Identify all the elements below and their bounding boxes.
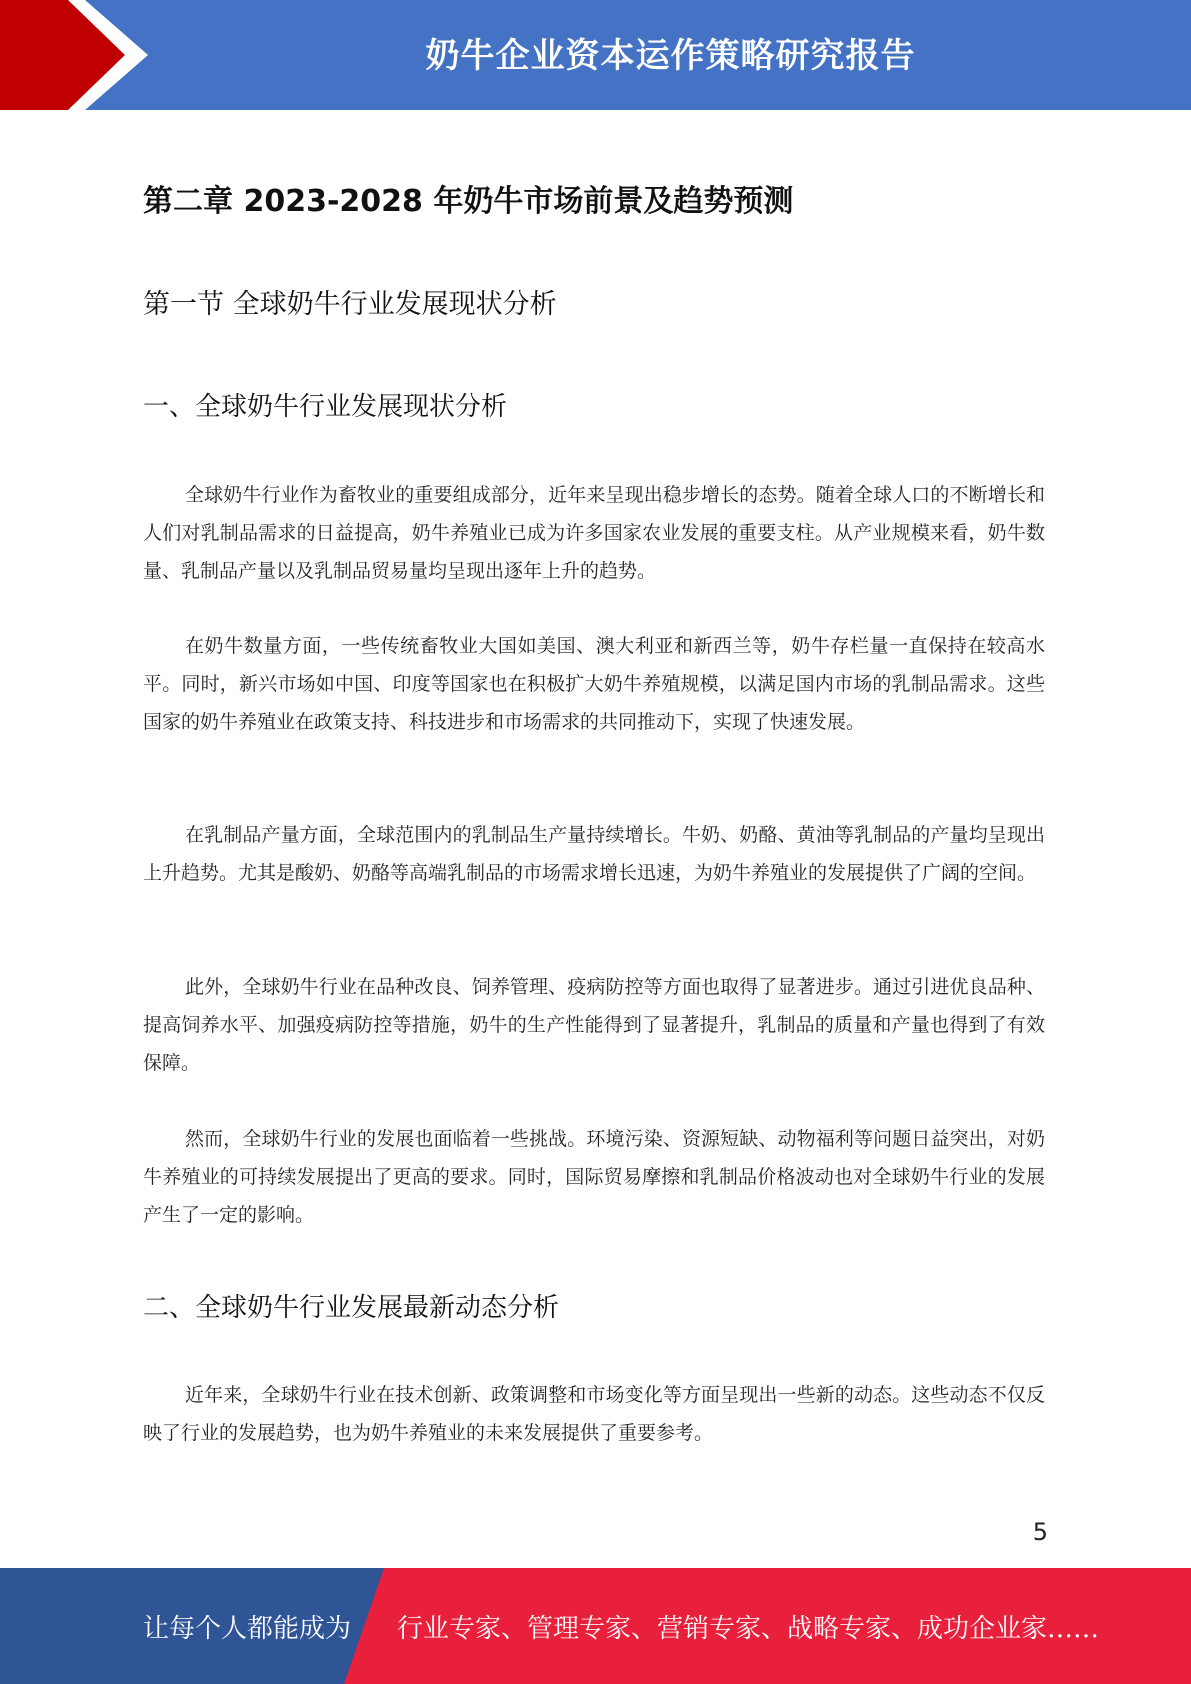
paragraph: 在奶牛数量方面，一些传统畜牧业大国如美国、澳大利亚和新西兰等，奶牛存栏量一直保持在较高水平。同时，新兴市场如中国、印度等国家也在积极扩大奶牛养殖规模，以满足国内市场的乳制品需求。这些国家的奶牛养殖业在政策支持、科技进步和市场需求的共同推动下，实现了快速发展。 — [143, 635, 1045, 733]
paragraph: 此外，全球奶牛行业在品种改良、饲养管理、疫病防控等方面也取得了显著进步。通过引进优良品种、提高饲养水平、加强疫病防控等措施，奶牛的生产性能得到了显著提升，乳制品的质量和产量也得到了有效保障。 — [143, 976, 1045, 1074]
page-number: 5 — [1032, 1518, 1048, 1546]
header-band — [0, 0, 1191, 110]
footer-band — [0, 1568, 1191, 1684]
paragraph: 近年来，全球奶牛行业在技术创新、政策调整和市场变化等方面呈现出一些新的动态。这些动态不仅反映了行业的发展趋势，也为奶牛养殖业的未来发展提供了重要参考。 — [143, 1384, 1045, 1444]
paragraph: 然而，全球奶牛行业的发展也面临着一些挑战。环境污染、资源短缺、动物福利等问题日益突出，对奶牛养殖业的可持续发展提出了更高的要求。同时，国际贸易摩擦和乳制品价格波动也对全球奶牛行业的发展产生了一定的影响。 — [143, 1128, 1045, 1226]
footer-slogan-right: 行业专家、管理专家、营销专家、战略专家、成功企业家…… — [397, 1613, 1100, 1644]
paragraph: 全球奶牛行业作为畜牧业的重要组成部分，近年来呈现出稳步增长的态势。随着全球人口的不断增长和人们对乳制品需求的日益提高，奶牛养殖业已成为许多国家农业发展的重要支柱。从产业规模来看，奶牛数量、乳制品产量以及乳制品贸易量均呈现出逐年上升的趋势。 — [143, 484, 1045, 582]
section-title: 第一节 全球奶牛行业发展现状分析 — [143, 289, 557, 320]
subsection-heading: 一、全球奶牛行业发展现状分析 — [143, 392, 508, 422]
chapter-title: 第二章 2023-2028 年奶牛市场前景及趋势预测 — [143, 184, 794, 219]
report-title: 奶牛企业资本运作策略研究报告 — [425, 35, 916, 76]
header-chevron-decoration — [0, 0, 150, 110]
footer-slogan-left: 让每个人都能成为 — [143, 1613, 352, 1644]
subsection-heading: 二、全球奶牛行业发展最新动态分析 — [143, 1293, 560, 1323]
paragraph: 在乳制品产量方面，全球范围内的乳制品生产量持续增长。牛奶、奶酪、黄油等乳制品的产量均呈现出上升趋势。尤其是酸奶、奶酪等高端乳制品的市场需求增长迅速，为奶牛养殖业的发展提供了广阔的空间。 — [143, 824, 1045, 884]
